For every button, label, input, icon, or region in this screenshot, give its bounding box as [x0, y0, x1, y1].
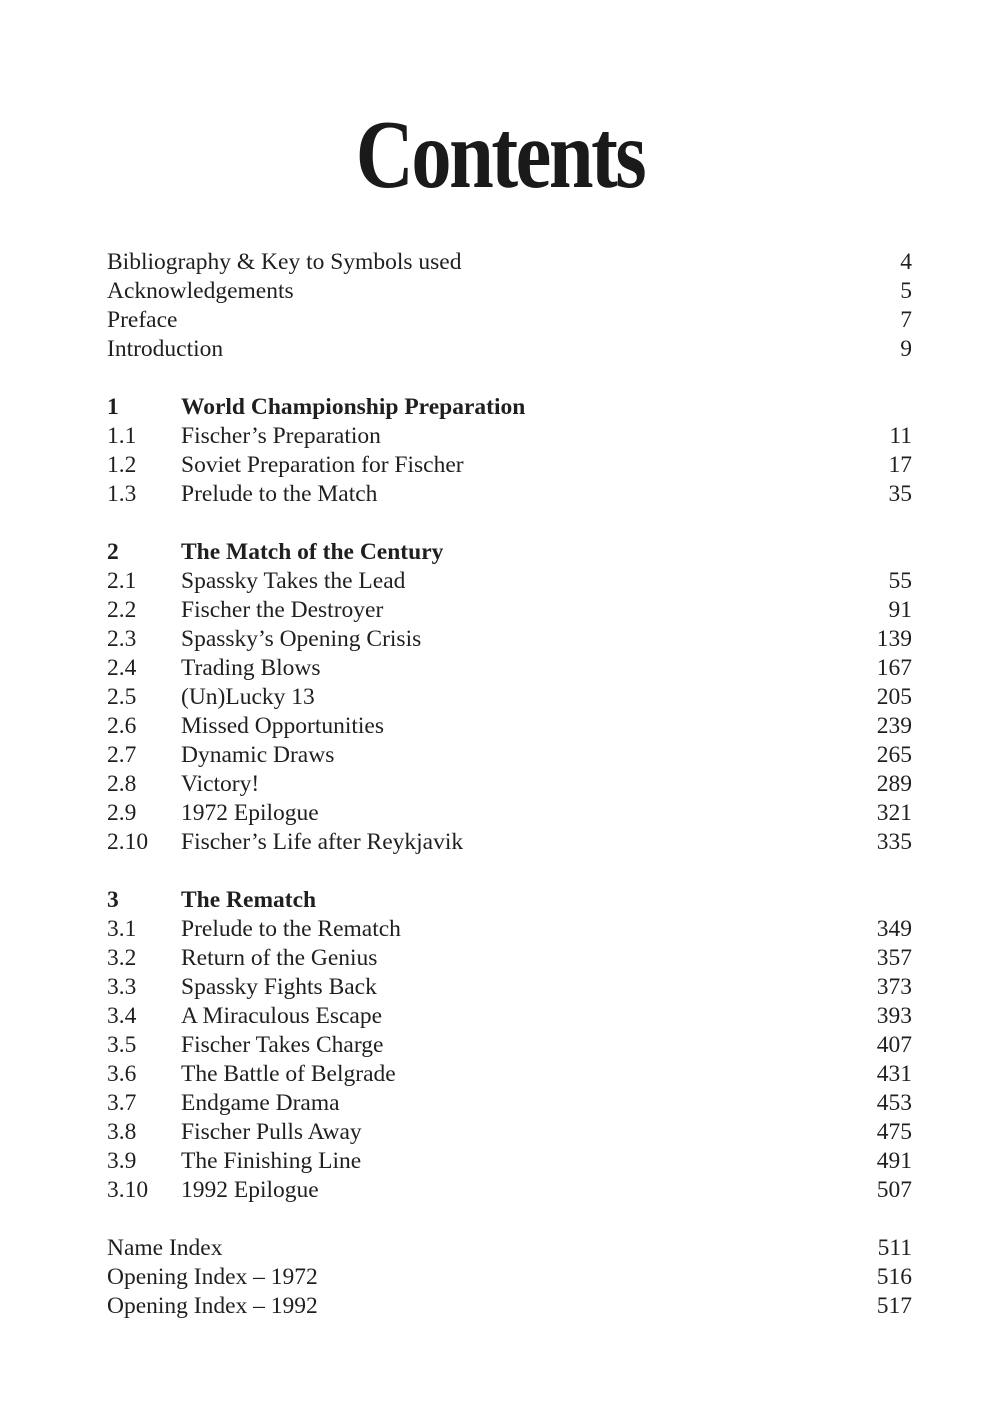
chapter-number: 2 [107, 539, 119, 565]
toc-entry-2-1[interactable] [107, 567, 912, 596]
entry-label: Acknowledgements [107, 278, 294, 304]
toc-entry-2-3[interactable] [107, 625, 912, 654]
entry-label: Preface [107, 307, 178, 333]
entry-label: Victory! [181, 771, 260, 797]
section-number: 3.4 [107, 1003, 137, 1029]
entry-page-number: 321 [876, 800, 912, 826]
toc-entry-opening-index-1992[interactable] [107, 1292, 912, 1321]
entry-page-number: 9 [900, 336, 912, 362]
entry-label: A Miraculous Escape [181, 1003, 383, 1029]
toc-entry-3-4[interactable] [107, 1002, 912, 1031]
entry-label: The Battle of Belgrade [181, 1061, 396, 1087]
toc-entry-1-2[interactable] [107, 451, 912, 480]
toc-entry-opening-index-1972[interactable] [107, 1263, 912, 1292]
section-number: 2.1 [107, 568, 137, 594]
entry-label: Fischer’s Life after Reykjavik [181, 829, 464, 855]
toc-entry-2-4[interactable] [107, 654, 912, 683]
entry-page-number: 511 [877, 1235, 912, 1261]
entry-page-number: 167 [876, 655, 912, 681]
spacer [107, 857, 912, 886]
entry-label: Fischer’s Preparation [181, 423, 381, 449]
toc-entry-2-8[interactable] [107, 770, 912, 799]
entry-page-number: 373 [876, 974, 912, 1000]
section-number: 2.4 [107, 655, 137, 681]
chapter-number: 3 [107, 887, 119, 913]
section-number: 1.3 [107, 481, 137, 507]
section-number: 3.2 [107, 945, 137, 971]
entry-label: Fischer Takes Charge [181, 1032, 384, 1058]
entry-page-number: 205 [876, 684, 912, 710]
section-number: 2.8 [107, 771, 137, 797]
entry-page-number: 11 [889, 423, 912, 449]
entry-label: Return of the Genius [181, 945, 378, 971]
section-number: 2.7 [107, 742, 137, 768]
spacer [107, 364, 912, 393]
entry-page-number: 475 [876, 1119, 912, 1145]
toc-entry-name-index[interactable] [107, 1234, 912, 1263]
section-number: 1.1 [107, 423, 137, 449]
toc-entry-acknowledgements[interactable] [107, 277, 912, 306]
entry-label: (Un)Lucky 13 [181, 684, 315, 710]
toc-entry-introduction[interactable] [107, 335, 912, 364]
entry-page-number: 357 [876, 945, 912, 971]
entry-page-number: 5 [900, 278, 912, 304]
entry-label: The Finishing Line [181, 1148, 362, 1174]
spacer [107, 1205, 912, 1234]
chapter-title: The Match of the Century [181, 539, 444, 565]
section-number: 2.5 [107, 684, 137, 710]
toc-entry-2-9[interactable] [107, 799, 912, 828]
section-number: 3.7 [107, 1090, 137, 1116]
entry-page-number: 35 [888, 481, 912, 507]
entry-label: Spassky Takes the Lead [181, 568, 406, 594]
section-number: 3.9 [107, 1148, 137, 1174]
entry-label: Name Index [107, 1235, 223, 1261]
table-of-contents [107, 248, 912, 1321]
toc-entry-2-6[interactable] [107, 712, 912, 741]
entry-label: Prelude to the Rematch [181, 916, 401, 942]
section-number: 2.9 [107, 800, 137, 826]
entry-label: Missed Opportunities [181, 713, 385, 739]
chapter-title: World Championship Preparation [181, 394, 526, 420]
chapter-heading-3[interactable] [107, 886, 912, 915]
section-number: 3.5 [107, 1032, 137, 1058]
entry-page-number: 7 [900, 307, 912, 333]
toc-entry-1-1[interactable] [107, 422, 912, 451]
toc-entry-3-10[interactable] [107, 1176, 912, 1205]
section-number: 3.3 [107, 974, 137, 1000]
entry-label: Dynamic Draws [181, 742, 335, 768]
entry-label: Soviet Preparation for Fischer [181, 452, 464, 478]
toc-entry-3-2[interactable] [107, 944, 912, 973]
entry-label: Fischer Pulls Away [181, 1119, 362, 1145]
entry-label: Opening Index – 1992 [107, 1293, 318, 1319]
entry-page-number: 239 [876, 713, 912, 739]
toc-entry-3-1[interactable] [107, 915, 912, 944]
section-number: 2.2 [107, 597, 137, 623]
entry-page-number: 517 [876, 1293, 912, 1319]
toc-entry-2-7[interactable] [107, 741, 912, 770]
entry-label: Endgame Drama [181, 1090, 340, 1116]
toc-entry-3-5[interactable] [107, 1031, 912, 1060]
entry-page-number: 407 [876, 1032, 912, 1058]
entry-page-number: 265 [876, 742, 912, 768]
entry-label: 1992 Epilogue [181, 1177, 319, 1203]
entry-page-number: 55 [888, 568, 912, 594]
entry-page-number: 431 [876, 1061, 912, 1087]
entry-page-number: 17 [888, 452, 912, 478]
entry-page-number: 516 [876, 1264, 912, 1290]
chapter-title: The Rematch [181, 887, 317, 913]
section-number: 3.1 [107, 916, 137, 942]
section-number: 2.6 [107, 713, 137, 739]
chapter-heading-2[interactable] [107, 538, 912, 567]
toc-entry-2-5[interactable] [107, 683, 912, 712]
toc-entry-3-9[interactable] [107, 1147, 912, 1176]
entry-page-number: 289 [876, 771, 912, 797]
toc-entry-bibliography[interactable] [107, 248, 912, 277]
entry-page-number: 4 [900, 249, 912, 275]
toc-entry-2-10[interactable] [107, 828, 912, 857]
toc-entry-3-3[interactable] [107, 973, 912, 1002]
entry-page-number: 335 [876, 829, 912, 855]
entry-page-number: 139 [876, 626, 912, 652]
entry-label: Spassky Fights Back [181, 974, 377, 1000]
entry-label: Opening Index – 1972 [107, 1264, 318, 1290]
entry-page-number: 507 [876, 1177, 912, 1203]
section-number: 3.6 [107, 1061, 137, 1087]
chapter-number: 1 [107, 394, 119, 420]
toc-entry-preface[interactable] [107, 306, 912, 335]
section-number: 3.10 [107, 1177, 149, 1203]
toc-entry-3-8[interactable] [107, 1118, 912, 1147]
entry-page-number: 393 [876, 1003, 912, 1029]
entry-label: 1972 Epilogue [181, 800, 319, 826]
toc-entry-1-3[interactable] [107, 480, 912, 509]
page-title: Contents [355, 101, 645, 209]
entry-page-number: 453 [876, 1090, 912, 1116]
section-number: 2.3 [107, 626, 137, 652]
toc-entry-2-2[interactable] [107, 596, 912, 625]
spacer [107, 509, 912, 538]
entry-label: Fischer the Destroyer [181, 597, 384, 623]
toc-entry-3-7[interactable] [107, 1089, 912, 1118]
section-number: 1.2 [107, 452, 137, 478]
toc-entry-3-6[interactable] [107, 1060, 912, 1089]
section-number: 2.10 [107, 829, 149, 855]
entry-label: Trading Blows [181, 655, 321, 681]
entry-page-number: 349 [876, 916, 912, 942]
entry-page-number: 91 [888, 597, 912, 623]
entry-label: Bibliography & Key to Symbols used [107, 249, 462, 275]
entry-label: Prelude to the Match [181, 481, 378, 507]
entry-page-number: 491 [876, 1148, 912, 1174]
entry-label: Introduction [107, 336, 224, 362]
entry-label: Spassky’s Opening Crisis [181, 626, 422, 652]
section-number: 3.8 [107, 1119, 137, 1145]
chapter-heading-1[interactable] [107, 393, 912, 422]
